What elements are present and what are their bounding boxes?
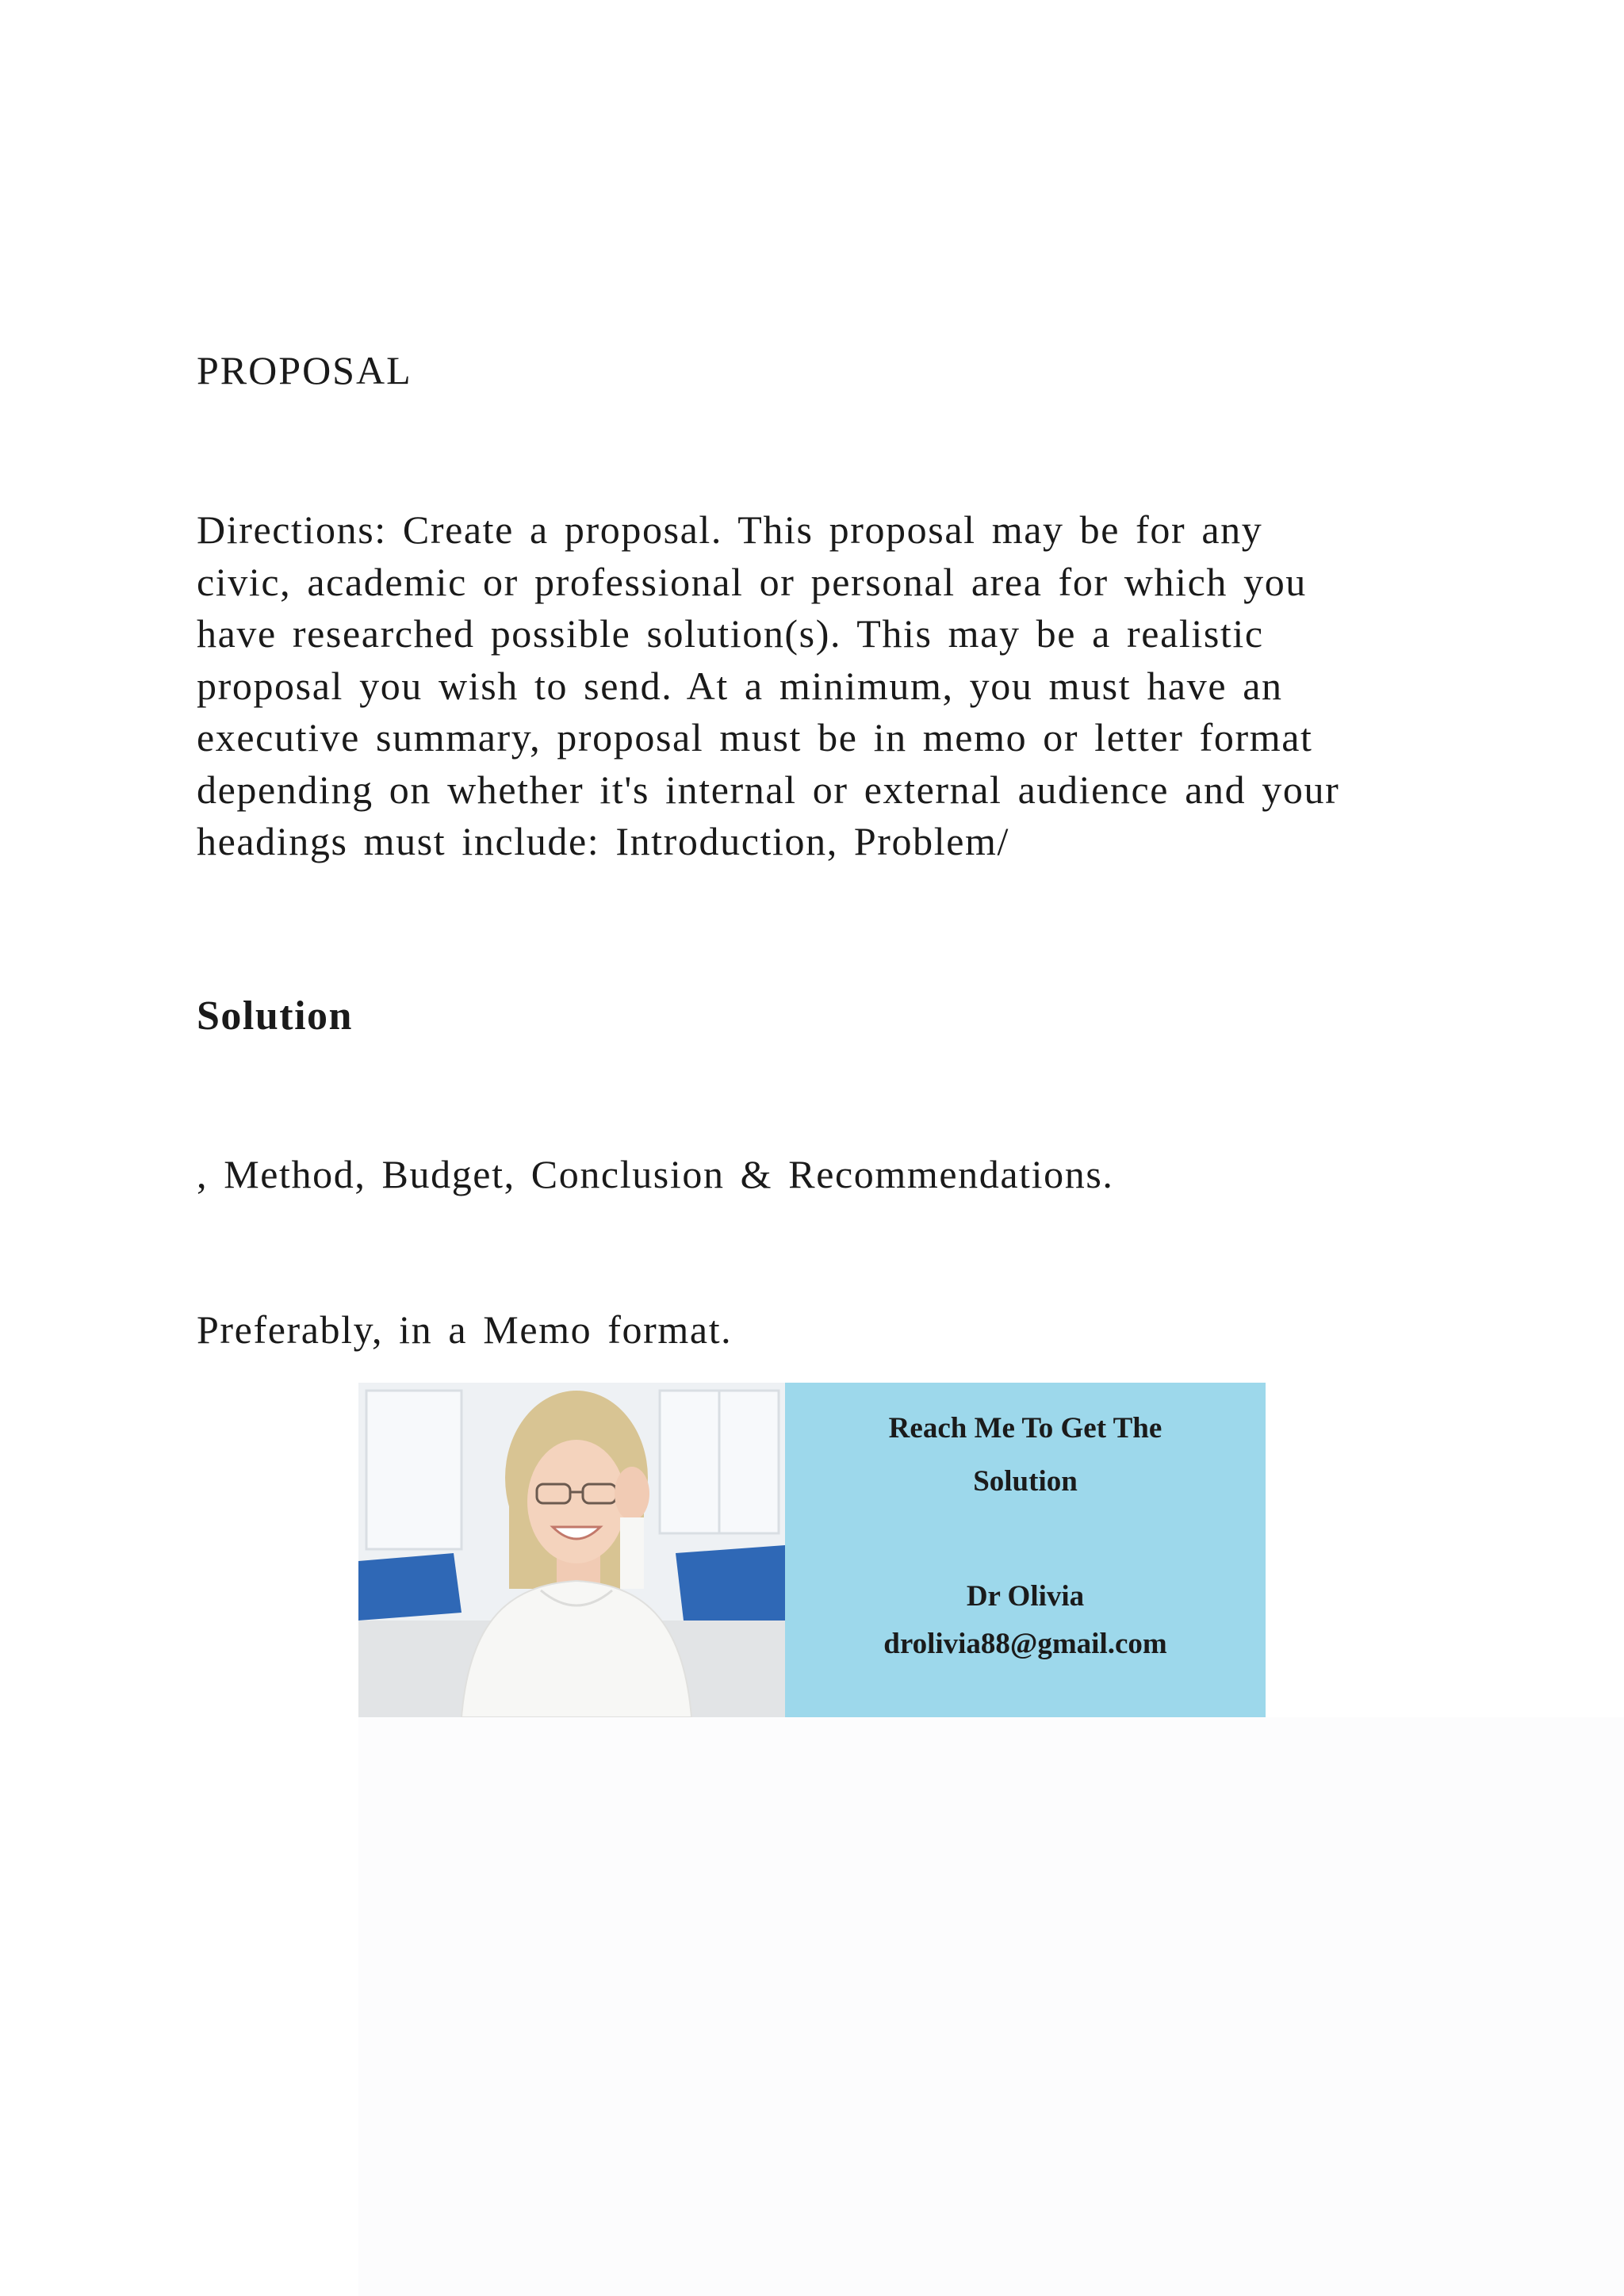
contact-name: Dr Olivia [966,1580,1085,1613]
document-title: PROPOSAL [197,348,412,392]
headings-list-text: , Method, Budget, Conclusion & Recommendations. [197,1152,1114,1196]
directions-line: have researched possible solution(s). This may be a realistic [197,611,1264,656]
woman-photo [358,1383,785,1717]
blank-image-area [358,1717,1624,2296]
directions-line: headings must include: Introduction, Problem/ [197,819,1010,863]
solution-heading: Solution [197,993,353,1039]
contact-email[interactable]: drolivia88@gmail.com [883,1628,1167,1660]
directions-line: depending on whether it's internal or external audience and your [197,767,1340,812]
banner-headline: Reach Me To Get The [888,1412,1162,1445]
contact-banner [358,1383,1266,1717]
banner-headline-solution: Solution [973,1465,1078,1498]
directions-line: civic, academic or professional or personal area for which you [197,559,1307,604]
contact-info-box [785,1383,1266,1717]
woman-photo-illustration [358,1383,785,1717]
directions-line: Directions: Create a proposal. This proposal may be for any [197,507,1263,552]
directions-line: executive summary, proposal must be in memo or letter format [197,715,1313,760]
directions-line: proposal you wish to send. At a minimum, you must have an [197,663,1283,708]
memo-format-note: Preferably, in a Memo format. [197,1307,733,1352]
directions-paragraph [197,504,1434,868]
